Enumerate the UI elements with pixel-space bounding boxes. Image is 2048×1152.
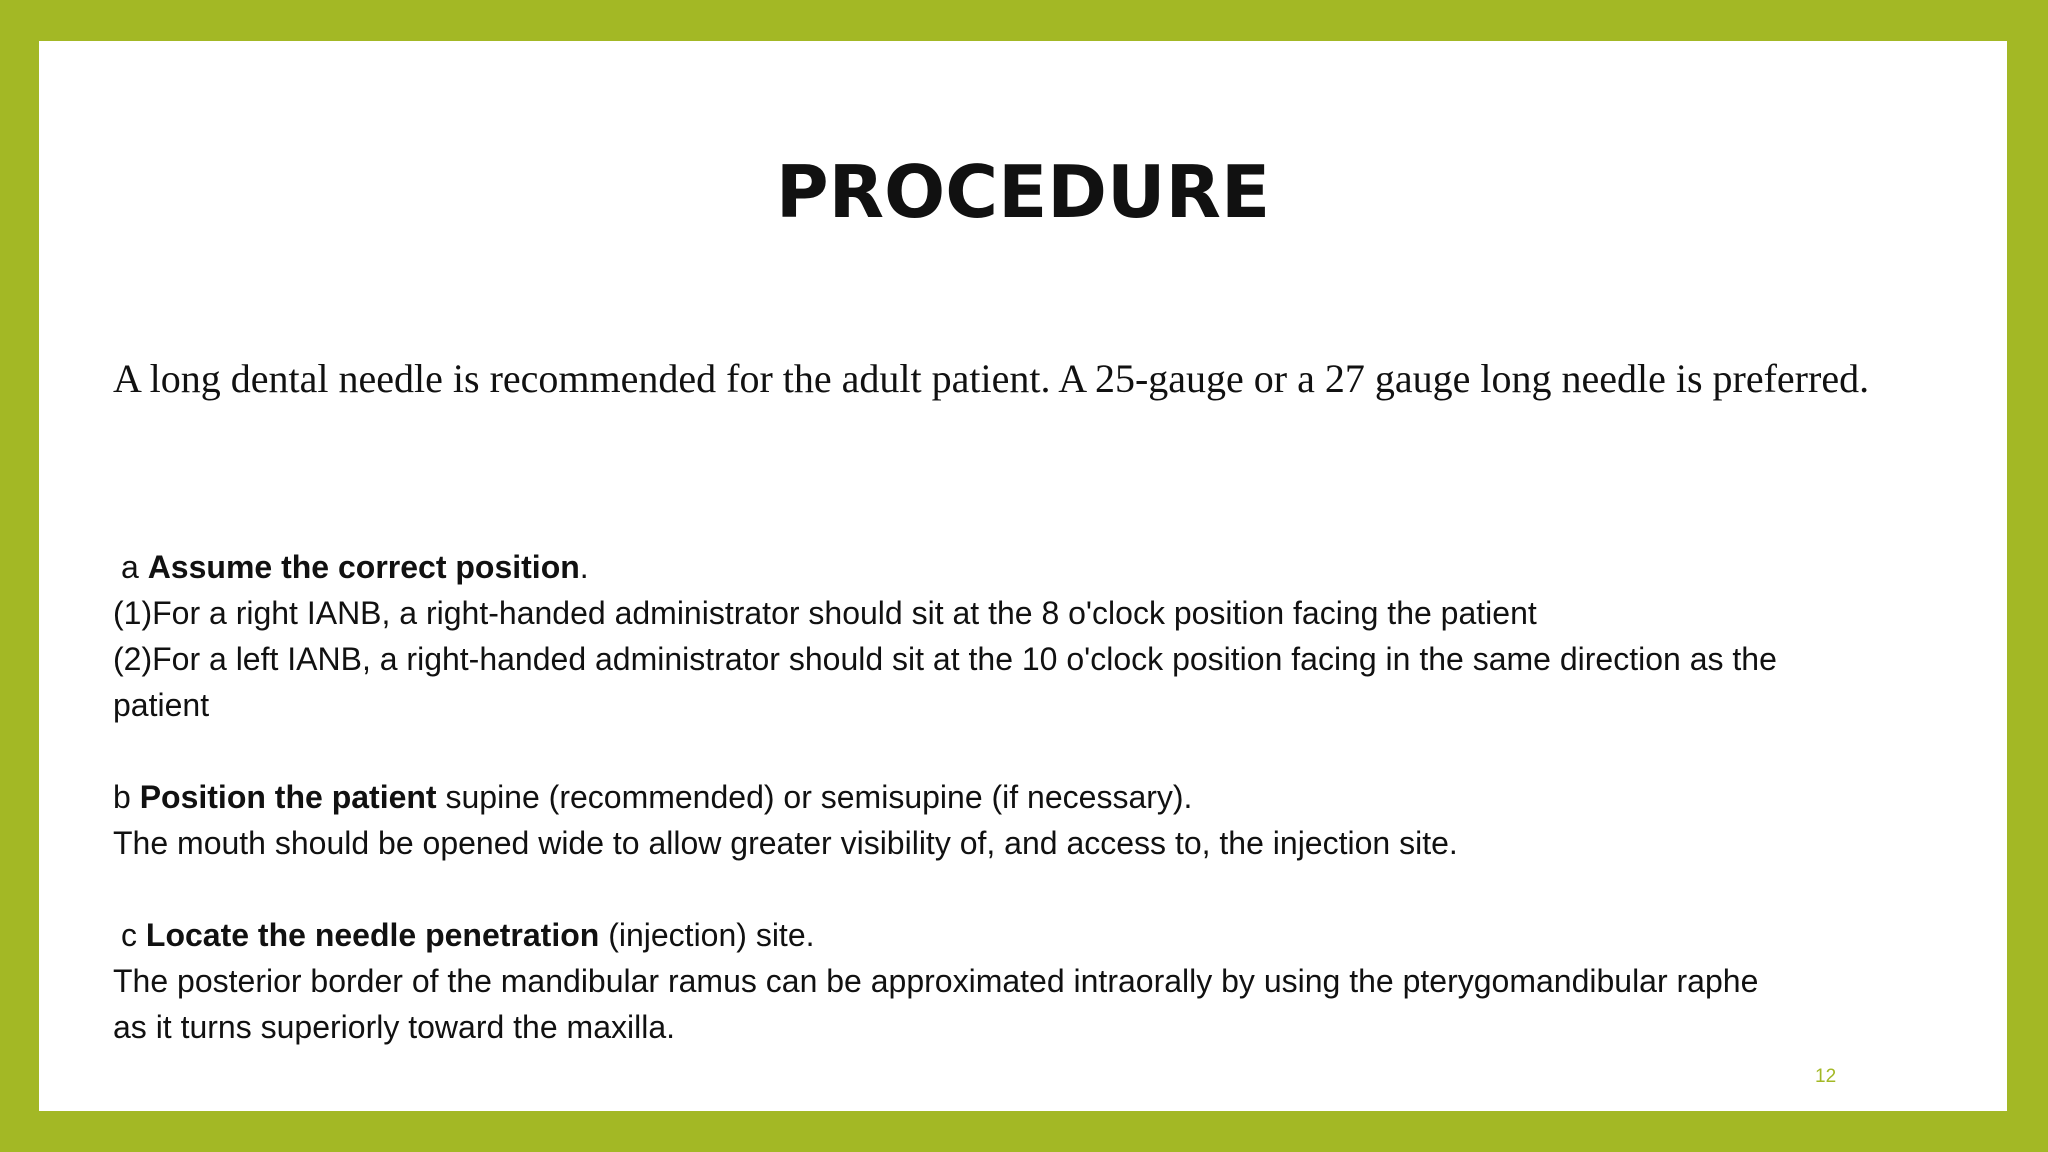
step-a-marker: a (121, 549, 148, 585)
procedure-steps (113, 544, 2013, 1050)
page-number: 12 (1815, 1066, 1837, 1087)
slide (39, 41, 2007, 1111)
slide-title: PROCEDURE (775, 150, 1271, 234)
step-c-line-2: as it turns superiorly toward the maxilla. (113, 1009, 675, 1045)
intro-paragraph: A long dental needle is recommended for the adult patient. A 25-gauge or a 27 gauge long needle is preferred. (113, 356, 1870, 401)
spacer (113, 866, 2013, 912)
step-c-suffix: (injection) site. (599, 917, 815, 953)
step-c-title: Locate the needle penetration (145, 917, 600, 953)
step-b-title: Position the patient (139, 779, 437, 815)
step-b-marker: b (113, 779, 140, 815)
step-a-line-1: (1)For a right IANB, a right-handed administrator should sit at the 8 o'clock position facing the patient (113, 595, 1537, 631)
step-b-line-1: The mouth should be opened wide to allow greater visibility of, and access to, the injection site. (113, 825, 1458, 861)
step-a-suffix: . (579, 549, 589, 585)
step-c-heading (113, 912, 2013, 958)
step-a-line-2: (2)For a left IANB, a right-handed administrator should sit at the 10 o'clock position facing in the same direction as the (113, 641, 1777, 677)
step-a-heading (113, 544, 2013, 590)
step-c-line-1: The posterior border of the mandibular ramus can be approximated intraorally by using the pterygomandibular raphe (113, 963, 1759, 999)
spacer (113, 728, 2013, 774)
step-a-line-3: patient (113, 687, 210, 723)
step-a-title: Assume the correct position (147, 549, 580, 585)
step-b-heading (113, 774, 2013, 820)
step-c-marker: c (121, 917, 146, 953)
step-b-suffix: supine (recommended) or semisupine (if necessary). (436, 779, 1193, 815)
